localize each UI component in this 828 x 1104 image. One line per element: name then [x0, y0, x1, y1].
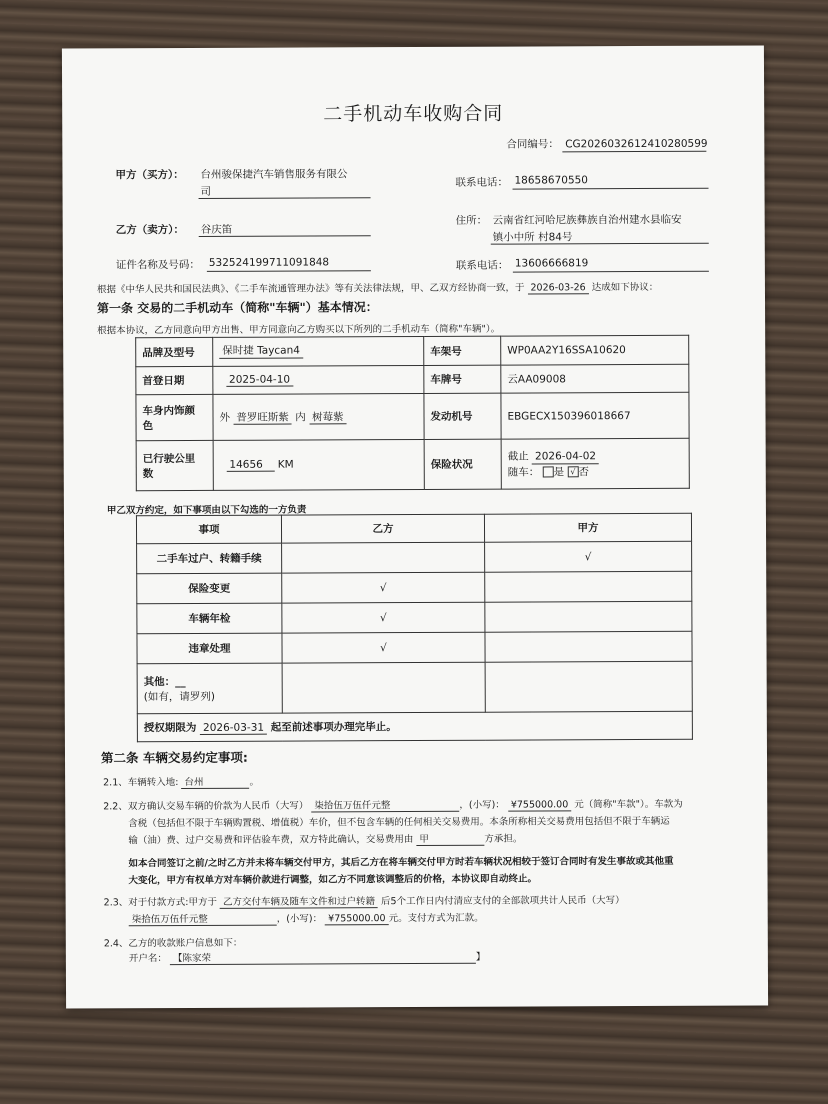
resp-header-row: [136, 513, 691, 543]
mileage: 14656: [226, 458, 274, 472]
account-name-row: 开户名： 【陈家荣 】: [128, 951, 486, 965]
intro-line: [97, 279, 658, 297]
clause-2-3-line1: 2.3、对于付款方式:甲方于 乙方交付车辆及随车文件和过户转籍 后5个工作日内付清应支付的全部款项共计人民币（大写）: [103, 895, 625, 909]
party-a-phone-label: 联系电话：: [455, 176, 509, 189]
responsibility-table: [136, 513, 693, 742]
article2-title: 第二条 车辆交易约定事项:: [100, 749, 248, 766]
id-number: 532524199711091848: [208, 256, 330, 269]
contract-number-row: [506, 136, 706, 152]
header-item: 事项: [136, 515, 281, 544]
id-label: 证件名称及号码：: [115, 258, 200, 272]
party-a-mark: √: [485, 541, 692, 572]
insurance-until: 2026-04-02: [532, 450, 599, 464]
bold-clause-line1: 如本合同签订之前/之时乙方并未将车辆交付甲方，其后乙方在将车辆交付甲方时若车辆状况相较于签订合同时有发生事故或其他重: [128, 855, 674, 870]
address-label: 住所：: [455, 214, 488, 227]
clause-2-2-line3: 输（油）费、过户交易费和评估验车费，双方特此确认，交易费用由 甲 方承担。: [128, 833, 523, 847]
interior-color: 树莓紫: [309, 411, 347, 425]
party-b-mark: √: [282, 602, 485, 633]
contract-number-label: 合同编号：: [506, 138, 559, 151]
clause-2-1: 2.1、车辆转入地: 台州 。: [103, 776, 259, 789]
intro-date: 2026-03-26: [527, 282, 588, 295]
reg-date-value: [213, 365, 424, 394]
mileage-unit: KM: [277, 458, 294, 471]
price-in-words: 柒拾伍万伍仟元整: [311, 800, 459, 813]
item: 违章处理: [137, 633, 282, 664]
other-row: [137, 661, 692, 713]
insurance-value: 截止 2026-04-02 随车： 是 √ 否: [501, 438, 689, 489]
contract-paper: [62, 45, 768, 1008]
vehicle-row: [136, 392, 689, 440]
party-a-label: 甲方（买方）：: [115, 169, 184, 182]
table-row: [137, 541, 692, 573]
price-amount: ¥755000.00: [508, 799, 571, 812]
address-line2: 镇小中所 村84号: [492, 231, 573, 244]
reg-date-label: 首登日期: [136, 366, 213, 394]
deadline: 授权期限为 2026-03-31 起至前述事项办理完毕止。: [137, 711, 692, 741]
article1-title: 第一条 交易的二手机动车（简称"车辆"）基本情况：: [97, 300, 378, 316]
vin: WP0AA2Y16SSA10620: [501, 335, 689, 365]
header-party-a: 甲方: [484, 513, 691, 542]
engine-label: 发动机号: [424, 393, 501, 439]
plate: 云AA09008: [501, 364, 689, 393]
header-party-b: 乙方: [281, 514, 484, 543]
fee-payer: 甲: [416, 834, 484, 847]
party-b-phone: 13606666819: [514, 257, 589, 270]
reg-date: 2025-04-10: [226, 373, 293, 387]
party-a-name-line1: 台州骏保捷汽车销售服务有限公: [200, 168, 348, 181]
color-label: 车身内饰颜 色: [136, 394, 213, 440]
vehicle-row: [136, 364, 689, 394]
engine: EBGECX150396018667: [501, 392, 689, 439]
insurance-label: 保险状况: [424, 439, 501, 489]
clause-2-2-line2: 含税（包括但不限于车辆购置税、增值税）车价，但不包含车辆的任何相关交易费用。本条所称相关交易费用包括但不限于车辆运: [128, 815, 670, 830]
clause-2-3-line2: 柒拾伍万伍仟元整 ，(小写)： ¥755000.00 元。支付方式为汇款。: [129, 910, 484, 927]
transfer-destination: 台州: [181, 777, 249, 790]
brand-label: 品牌及型号: [136, 337, 213, 366]
deadline-row: [137, 711, 692, 741]
id-underline: [207, 270, 371, 272]
party-a-phone: 18658670550: [514, 174, 589, 187]
party-b-mark: [282, 542, 485, 573]
party-b-mark: √: [282, 572, 485, 603]
mileage-label: 已行驶公里 数: [136, 440, 213, 490]
party-a-underline: [199, 197, 371, 199]
plate-label: 车牌号: [424, 365, 501, 393]
party-a-mark: [485, 601, 692, 632]
color-value: 外 普罗旺斯紫 内 树莓紫: [213, 393, 424, 440]
bold-clause-line2: 大变化，甲方有权单方对车辆价款进行调整，如乙方不同意该调整后的价格，本协议即自动终止。: [128, 873, 538, 887]
item: 车辆年检: [137, 603, 282, 634]
address-line1: 云南省红河哈尼族彝族自治州建水县临安: [492, 213, 682, 227]
party-b-phone-underline: [513, 271, 709, 273]
party-a-mark: [485, 571, 692, 602]
party-a-mark: [485, 631, 692, 662]
other-party-a: [485, 661, 692, 712]
intro-pre: 根据《中华人民共和国民法典》、《二手车流通管理办法》等有关法律法规，甲、乙双方经协商一致，于: [96, 282, 525, 296]
yes-checkbox[interactable]: [543, 467, 554, 478]
item: 保险变更: [137, 573, 282, 604]
deadline-date: 2026-03-31: [200, 721, 267, 735]
party-b-label: 乙方（卖方）：: [115, 224, 184, 237]
article1-intro: 根据本协议，乙方同意向甲方出售、甲方同意向乙方购买以下所列的二手机动车（简称"车辆"）。: [97, 323, 501, 337]
intro-post: 达成如下协议：: [591, 281, 659, 294]
mileage-value: [213, 439, 424, 490]
payment-amount: ¥755000.00: [325, 913, 388, 926]
brand: 保时捷 Taycan4: [219, 345, 303, 359]
other-item: 其他：__ (如有，请罗列): [137, 663, 282, 714]
vin-label: 车架号: [424, 336, 501, 365]
address-underline: [491, 243, 709, 245]
account-name: 【陈家荣: [170, 952, 476, 966]
exterior-color: 普罗旺斯紫: [233, 411, 292, 425]
clause-2-2-line1: 2.2、双方确认交易车辆的价款为人民币（大写） 柒拾伍万伍仟元整 ，(小写)： ¥755000.00 元（简称"车款"）。车款为: [103, 798, 683, 813]
item: 二手车过户、转籍手续: [137, 543, 282, 574]
vehicle-row: [136, 335, 689, 366]
clause-2-4: 2.4、乙方的收款账户信息如下：: [103, 937, 243, 950]
brand-value: [213, 336, 424, 366]
party-b-phone-label: 联系电话：: [455, 259, 509, 272]
vehicle-row: [136, 438, 689, 490]
table-row: [137, 571, 692, 603]
document-title: 二手机动车收购合同: [323, 102, 504, 126]
party-a-phone-underline: [513, 188, 709, 190]
payment-in-words: 柒拾伍万伍仟元整: [129, 914, 277, 927]
no-checkbox[interactable]: √: [567, 467, 578, 478]
other-party-b: [282, 662, 485, 713]
responsibility-intro: 甲乙双方约定，如下事项由以下勾选的一方负责: [106, 504, 307, 517]
table-row: [137, 601, 692, 633]
vehicle-info-table: [135, 335, 690, 491]
party-a-name-line2: 司: [200, 185, 212, 198]
party-b-mark: √: [282, 632, 485, 663]
contract-number: CG2026032612410280599: [562, 138, 706, 152]
payment-condition: 乙方交付车辆及随车文件和过户转籍: [220, 896, 378, 909]
table-row: [137, 631, 692, 663]
party-b-underline: [199, 235, 371, 237]
party-b-name: 谷庆笛: [200, 223, 233, 236]
